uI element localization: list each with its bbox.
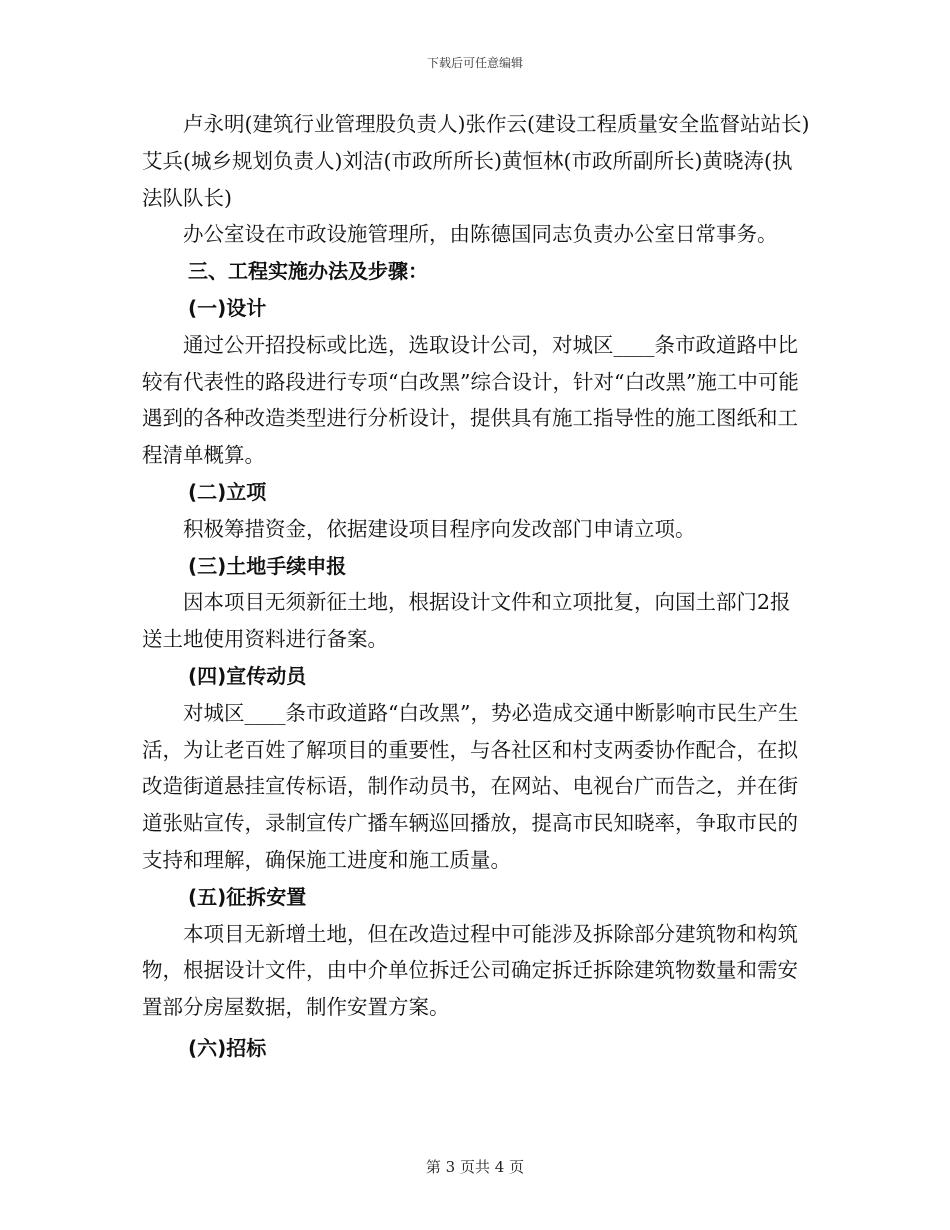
section-heading: 三、工程实施办法及步骤：	[188, 259, 428, 284]
land-paragraph: 因本项目无须新征土地，根据设计文件和立项批复，向国土部门2报送土地使用资料进行备案。	[142, 590, 791, 652]
publicity-paragraph: 对城区____条市政道路“白改黑”，势必造成交通中断影响市民生产生活，为让老百姓了解项目的重要性，与各社区和村支两委协作配合，在拟改造街道悬挂宣传标语，制作动员书，在网站、电视台广而告之，并在街道张贴宣传，录制宣传广播车辆巡回播放，提高市民知晓率，争取市民的支持和理解，确保施工进度和施工质量。	[142, 700, 799, 872]
design-paragraph: 通过公开招投标或比选，选取设计公司，对城区____条市政道路中比较有代表性的路段进行专项“白改黑”综合设计，针对“白改黑”施工中可能遇到的各种改造类型进行分析设计，提供具有施工指导性的施工图纸和工程清单概算。	[142, 332, 799, 468]
page-footer: 第 3 页共 4 页	[425, 1158, 525, 1176]
approval-paragraph: 积极筹措资金，依据建设项目程序向发改部门申请立项。	[183, 516, 696, 541]
member-list-paragraph: 卢永明(建筑行业管理股负责人)张作云(建设工程质量安全监督站站长)艾兵(城乡规划负责人)刘洁(市政所所长)黄恒林(市政所副所长)黄晓涛(执法队队长)	[142, 112, 810, 210]
page-header: 下载后可任意编辑	[426, 56, 523, 70]
subheading-relocation: (五)征拆安置	[188, 884, 307, 909]
subheading-design: (一)设计	[188, 295, 267, 320]
subheading-tender: (六)招标	[188, 1035, 267, 1060]
office-paragraph: 办公室设在市政设施管理所，由陈德国同志负责办公室日常事务。	[183, 222, 778, 247]
relocation-paragraph: 本项目无新增土地，但在改造过程中可能涉及拆除部分建筑物和构筑物，根据设计文件，由中介单位拆迁公司确定拆迁拆除建筑物数量和需安置部分房屋数据，制作安置方案。	[142, 921, 798, 1020]
subheading-land: (三)土地手续申报	[188, 553, 347, 578]
subheading-approval: (二)立项	[188, 479, 267, 504]
subheading-publicity: (四)宣传动员	[188, 663, 307, 688]
document-body	[142, 106, 810, 1067]
